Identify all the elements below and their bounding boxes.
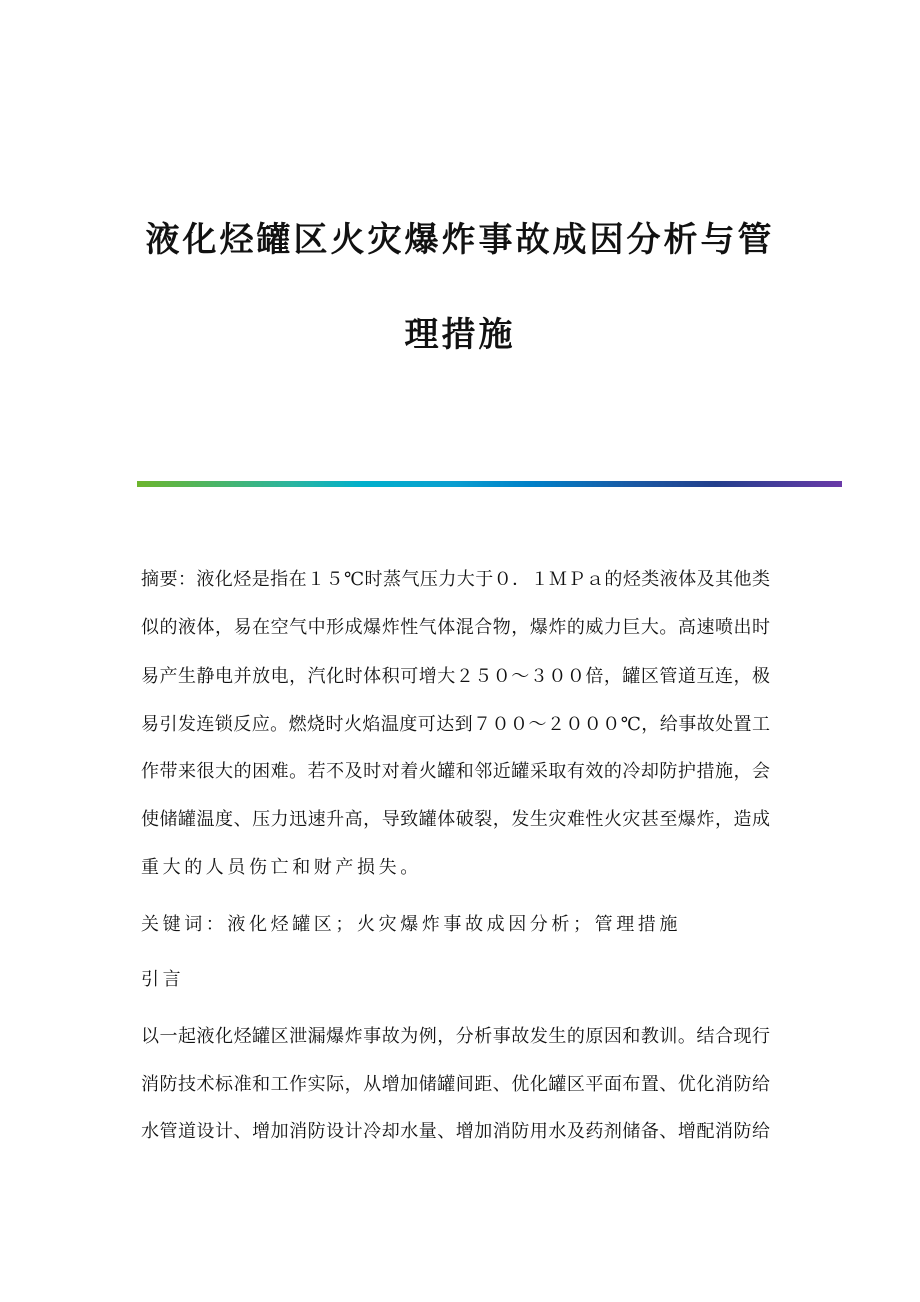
keywords: 关键词：液化烃罐区；火灾爆炸事故成因分析；管理措施: [141, 914, 681, 935]
intro-line: 以一起液化烃罐区泄漏爆炸事故为例，分析事故发生的原因和教训。结合现行: [141, 1026, 770, 1047]
intro-line: 水管道设计、增加消防设计冷却水量、增加消防用水及药剂储备、增配消防给: [141, 1121, 770, 1142]
abstract-line: 使储罐温度、压力迅速升高，导致罐体破裂，发生灾难性火灾甚至爆炸，造成: [141, 809, 770, 830]
intro-line: 消防技术标准和工作实际，从增加储罐间距、优化罐区平面布置、优化消防给: [141, 1074, 770, 1095]
gradient-divider: [137, 481, 842, 487]
abstract-line: 易产生静电并放电，汽化时体积可增大２５０～３００倍，罐区管道互连，极: [141, 666, 770, 687]
document-title-line-2: 理措施: [404, 315, 516, 355]
abstract-line: 摘要：液化烃是指在１５℃时蒸气压力大于０．１ＭＰａ的烃类液体及其他类: [141, 569, 770, 590]
intro-heading: 引言: [141, 969, 185, 990]
abstract-line: 似的液体，易在空气中形成爆炸性气体混合物，爆炸的威力巨大。高速喷出时: [141, 617, 770, 638]
abstract-line: 重大的人员伤亡和财产损失。: [141, 857, 422, 878]
abstract-line: 易引发连锁反应。燃烧时火焰温度可达到７００～２０００℃，给事故处置工: [141, 714, 770, 735]
document-title-line-1: 液化烃罐区火灾爆炸事故成因分析与管: [145, 220, 775, 260]
abstract-line: 作带来很大的困难。若不及时对着火罐和邻近罐采取有效的冷却防护措施，会: [141, 761, 770, 782]
